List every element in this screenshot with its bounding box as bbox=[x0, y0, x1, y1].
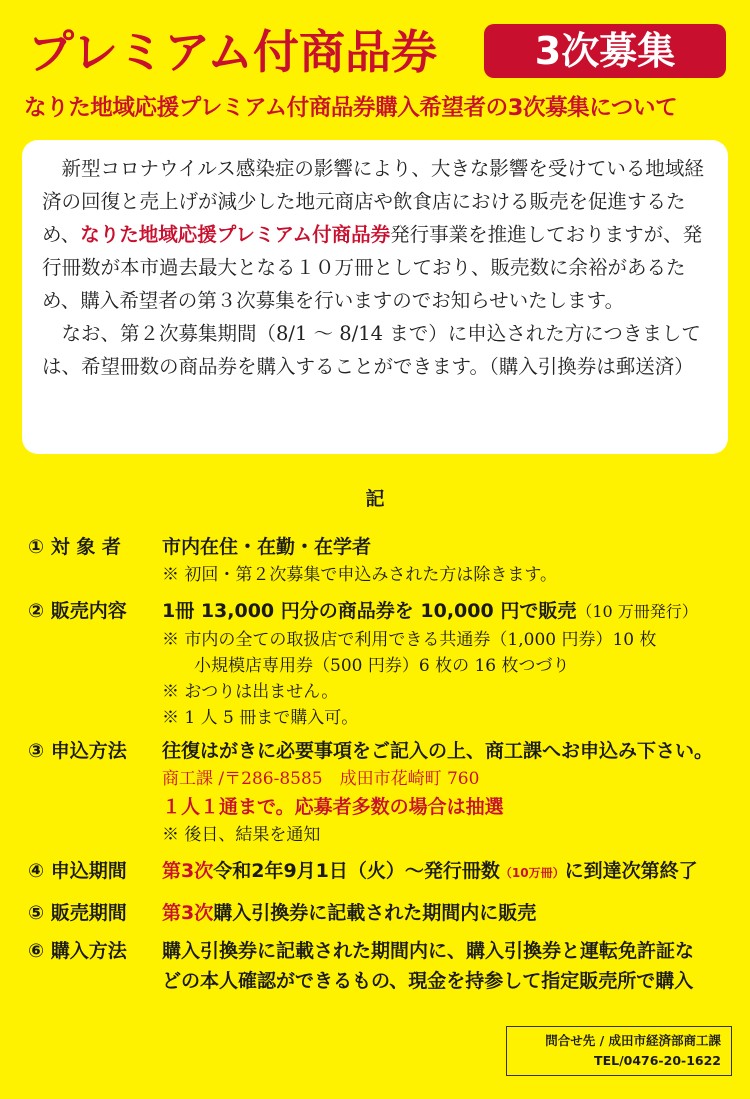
item-main: 往復はがきに必要事項をご記入の上、商工課へお申込み下さい。 bbox=[162, 740, 714, 762]
item-main: 購入引換券に記載された期間内に、購入引換券と運転免許証な bbox=[162, 940, 695, 962]
item-note-continued: 小規模店専用券（500 円券）6 枚の 16 枚つづり bbox=[194, 656, 570, 676]
item-main-paren: （10 万冊発行） bbox=[576, 602, 698, 621]
item-red-prefix: 第3次 bbox=[162, 902, 214, 924]
item-main: 購入引換券に記載された期間内に販売 bbox=[213, 902, 537, 924]
item-main-line bbox=[162, 596, 742, 627]
item-main: 市内在住・在勤・在学者 bbox=[162, 536, 372, 558]
item-note: ※ おつりは出ません。 bbox=[162, 682, 339, 702]
contact-phone: TEL/0476-20-1622 bbox=[594, 1053, 721, 1068]
page-subtitle: なりた地域応援プレミアム付商品券購入希望者の3次募集について bbox=[24, 95, 678, 121]
intro-highlight: なりた地域応援プレミアム付商品券 bbox=[80, 223, 391, 246]
item-note: ※ 後日、結果を通知 bbox=[162, 825, 321, 845]
intro-paragraph-2: なお、第２次募集期間（8/1 ～ 8/14 まで）に申込された方につきましては、希望冊数の商品券を購入することができます。（購入引換券は郵送済） bbox=[42, 322, 701, 378]
item-label: ② 販売内容 bbox=[28, 600, 127, 622]
header bbox=[0, 0, 750, 130]
intro-text-a: 新型コロナウイルス感染症の影響により、大きな影響を受けている地域経済の回復と売上げが減少した地元商店や飲食店における販売を促進するため、 bbox=[42, 157, 704, 246]
item-note: ※ 初回・第２次募集で申込みされた方は除きます。 bbox=[162, 565, 558, 585]
item-body bbox=[162, 532, 742, 588]
ki-heading: 記 bbox=[365, 488, 385, 510]
intro-panel bbox=[22, 140, 728, 454]
item-label: ③ 申込方法 bbox=[28, 740, 127, 762]
contact-box bbox=[506, 1026, 732, 1076]
recruitment-badge: 3次募集 bbox=[484, 24, 726, 78]
item-label: ⑥ 購入方法 bbox=[28, 940, 127, 962]
item-rule: １人１通まで。応募者多数の場合は抽選 bbox=[162, 796, 504, 818]
item-main: 1冊 13,000 円分の商品券を 10,000 円で販売 bbox=[162, 600, 577, 622]
item-small: （10万冊） bbox=[499, 866, 565, 880]
item-body bbox=[162, 856, 742, 888]
item-red-prefix: 第3次 bbox=[162, 860, 214, 882]
item-address: 商工課 /〒286-8585 成田市花崎町 760 bbox=[162, 769, 480, 789]
page-title: プレミアム付商品券 bbox=[28, 25, 437, 79]
item-body bbox=[162, 898, 742, 928]
intro-paragraph-1 bbox=[42, 152, 708, 317]
item-body bbox=[162, 596, 742, 731]
item-main-b: に到達次第終了 bbox=[564, 860, 698, 882]
item-note: ※ 市内の全ての取扱店で利用できる共通券（1,000 円券）10 枚 bbox=[162, 630, 657, 650]
item-label: ① 対 象 者 bbox=[28, 536, 121, 558]
item-main-a: 令和2年9月1日（火）～発行冊数 bbox=[213, 860, 500, 882]
contact-line-1: 問合せ先 / 成田市経済部商工課 bbox=[545, 1033, 721, 1048]
intro-text-b: 発行事業を推進しておりますが、発行冊数が本市過去最大となる１０万冊としており、販売数に余裕があるため、購入希望者の第３次募集を行いますのでお知らせいたします。 bbox=[42, 223, 703, 312]
item-label: ⑤ 販売期間 bbox=[28, 902, 127, 924]
item-body bbox=[162, 736, 742, 848]
item-main-line bbox=[162, 856, 742, 888]
item-body bbox=[162, 936, 742, 996]
item-note: ※ 1 人 5 冊まで購入可。 bbox=[162, 708, 359, 728]
item-main-continued: どの本人確認ができるもの、現金を持参して指定販売所で購入 bbox=[162, 970, 694, 992]
item-main-line bbox=[162, 898, 742, 928]
item-label: ④ 申込期間 bbox=[28, 860, 127, 882]
